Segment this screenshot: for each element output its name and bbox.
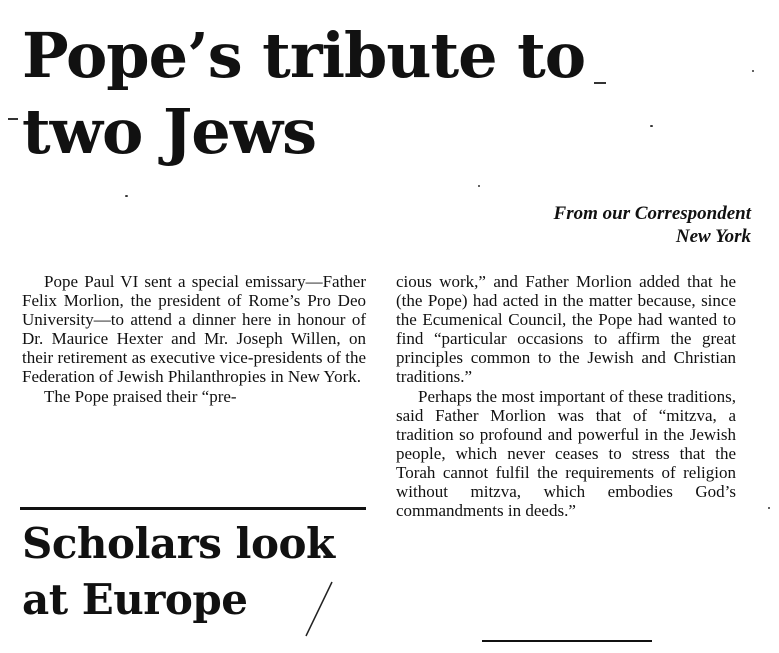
subhead-line-2: at Europe — [22, 575, 248, 624]
article-end-rule — [482, 640, 652, 642]
article-column-left — [22, 272, 366, 406]
headline-line-2: two Jews — [22, 95, 317, 168]
body-paragraph: cious work,” and Father Morlion added that he (the Pope) had acted in the matter because, since the Ecumenical Council, the Pope had wanted to find “particular occasions to affirm the great principles common to the Jewish and Christian traditions.” — [396, 272, 736, 387]
headline-line-1: Pope’s tribute to — [22, 19, 586, 92]
body-paragraph: The Pope praised their “pre- — [44, 386, 237, 406]
byline-correspondent: From our Correspondent — [553, 203, 751, 224]
scan-speck — [478, 185, 480, 187]
article-column-right — [396, 272, 736, 520]
subhead-line-1: Scholars look — [22, 519, 335, 568]
article-headline — [22, 18, 662, 170]
scan-speck — [768, 507, 770, 509]
scan-speck — [125, 195, 128, 197]
scan-artifact-stroke — [300, 580, 340, 640]
scan-speck — [650, 125, 653, 127]
scan-speck — [8, 118, 18, 120]
byline — [391, 202, 751, 248]
scan-speck — [752, 70, 754, 72]
byline-location: New York — [675, 226, 751, 247]
body-paragraph: Perhaps the most important of these traditions, said Father Morlion was that of “mitzva, a tradition so profound and powerful in the Jewish people, which never ceases to stress that the Torah cannot fulfil the requirements of religion without mitzva, which embodies God’s commandments in deeds.” — [396, 386, 736, 521]
scan-speck — [594, 82, 606, 84]
body-paragraph: Pope Paul VI sent a special emissary—Father Felix Morlion, the president of Rome’s Pro Deo University—to attend a dinner here in honour of Dr. Maurice Hexter and Mr. Joseph Willen, on their retirement as executive vice-presidents of the Federation of Jewish Philanthropies in New York. — [22, 272, 366, 387]
column-divider-rule — [20, 507, 366, 510]
